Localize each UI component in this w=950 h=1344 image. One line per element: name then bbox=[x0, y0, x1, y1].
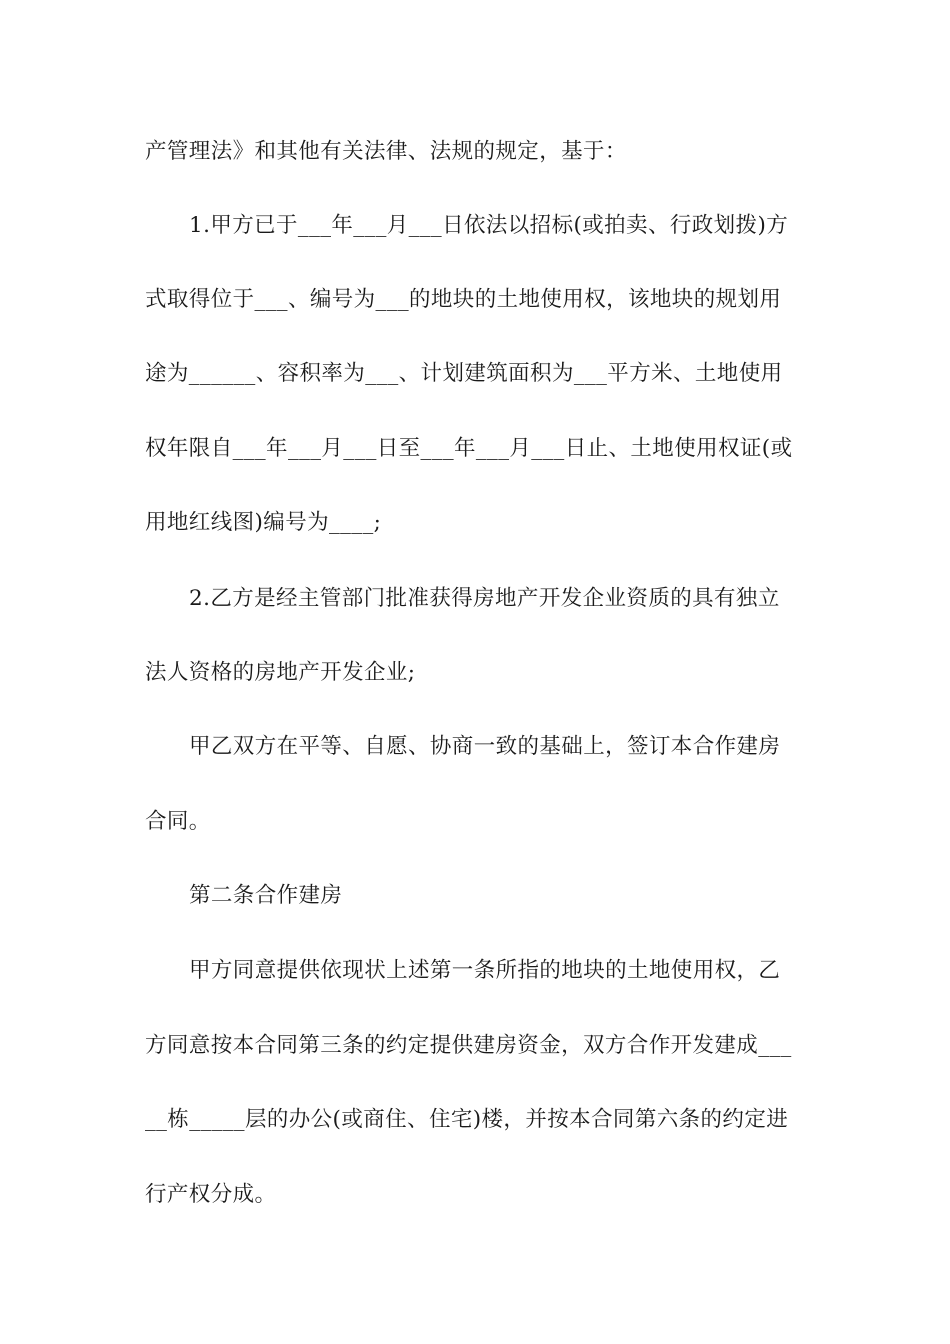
section-heading: 第二条合作建房 bbox=[189, 883, 343, 908]
text-line: 甲方同意提供依现状上述第一条所指的地块的土地使用权，乙 bbox=[189, 958, 781, 983]
text-line: 合同。 bbox=[145, 809, 211, 834]
text-line: 权年限自___年___月___日至___年___月___日止、土地使用权证(或 bbox=[145, 436, 793, 461]
text-line: 式取得位于___、编号为___的地块的土地使用权，该地块的规划用 bbox=[145, 287, 782, 312]
text-line: 方同意按本合同第三条的约定提供建房资金，双方合作开发建成___ bbox=[145, 1033, 792, 1058]
text-line: __栋_____层的办公(或商住、住宅)楼，并按本合同第六条的约定进 bbox=[145, 1107, 789, 1132]
text-line: 2.乙方是经主管部门批准获得房地产开发企业资质的具有独立 bbox=[189, 586, 780, 611]
text-line: 行产权分成。 bbox=[145, 1182, 277, 1207]
text-line: 甲乙双方在平等、自愿、协商一致的基础上，签订本合作建房 bbox=[189, 734, 781, 759]
text-line: 途为______、容积率为___、计划建筑面积为___平方米、土地使用 bbox=[145, 361, 783, 386]
text-line: 用地红线图)编号为____; bbox=[145, 510, 382, 535]
text-line: 产管理法》和其他有关法律、法规的规定，基于： bbox=[145, 139, 627, 164]
text-line: 法人资格的房地产开发企业; bbox=[145, 660, 416, 685]
text-line: 1.甲方已于___年___月___日依法以招标(或拍卖、行政划拨)方 bbox=[189, 213, 789, 238]
